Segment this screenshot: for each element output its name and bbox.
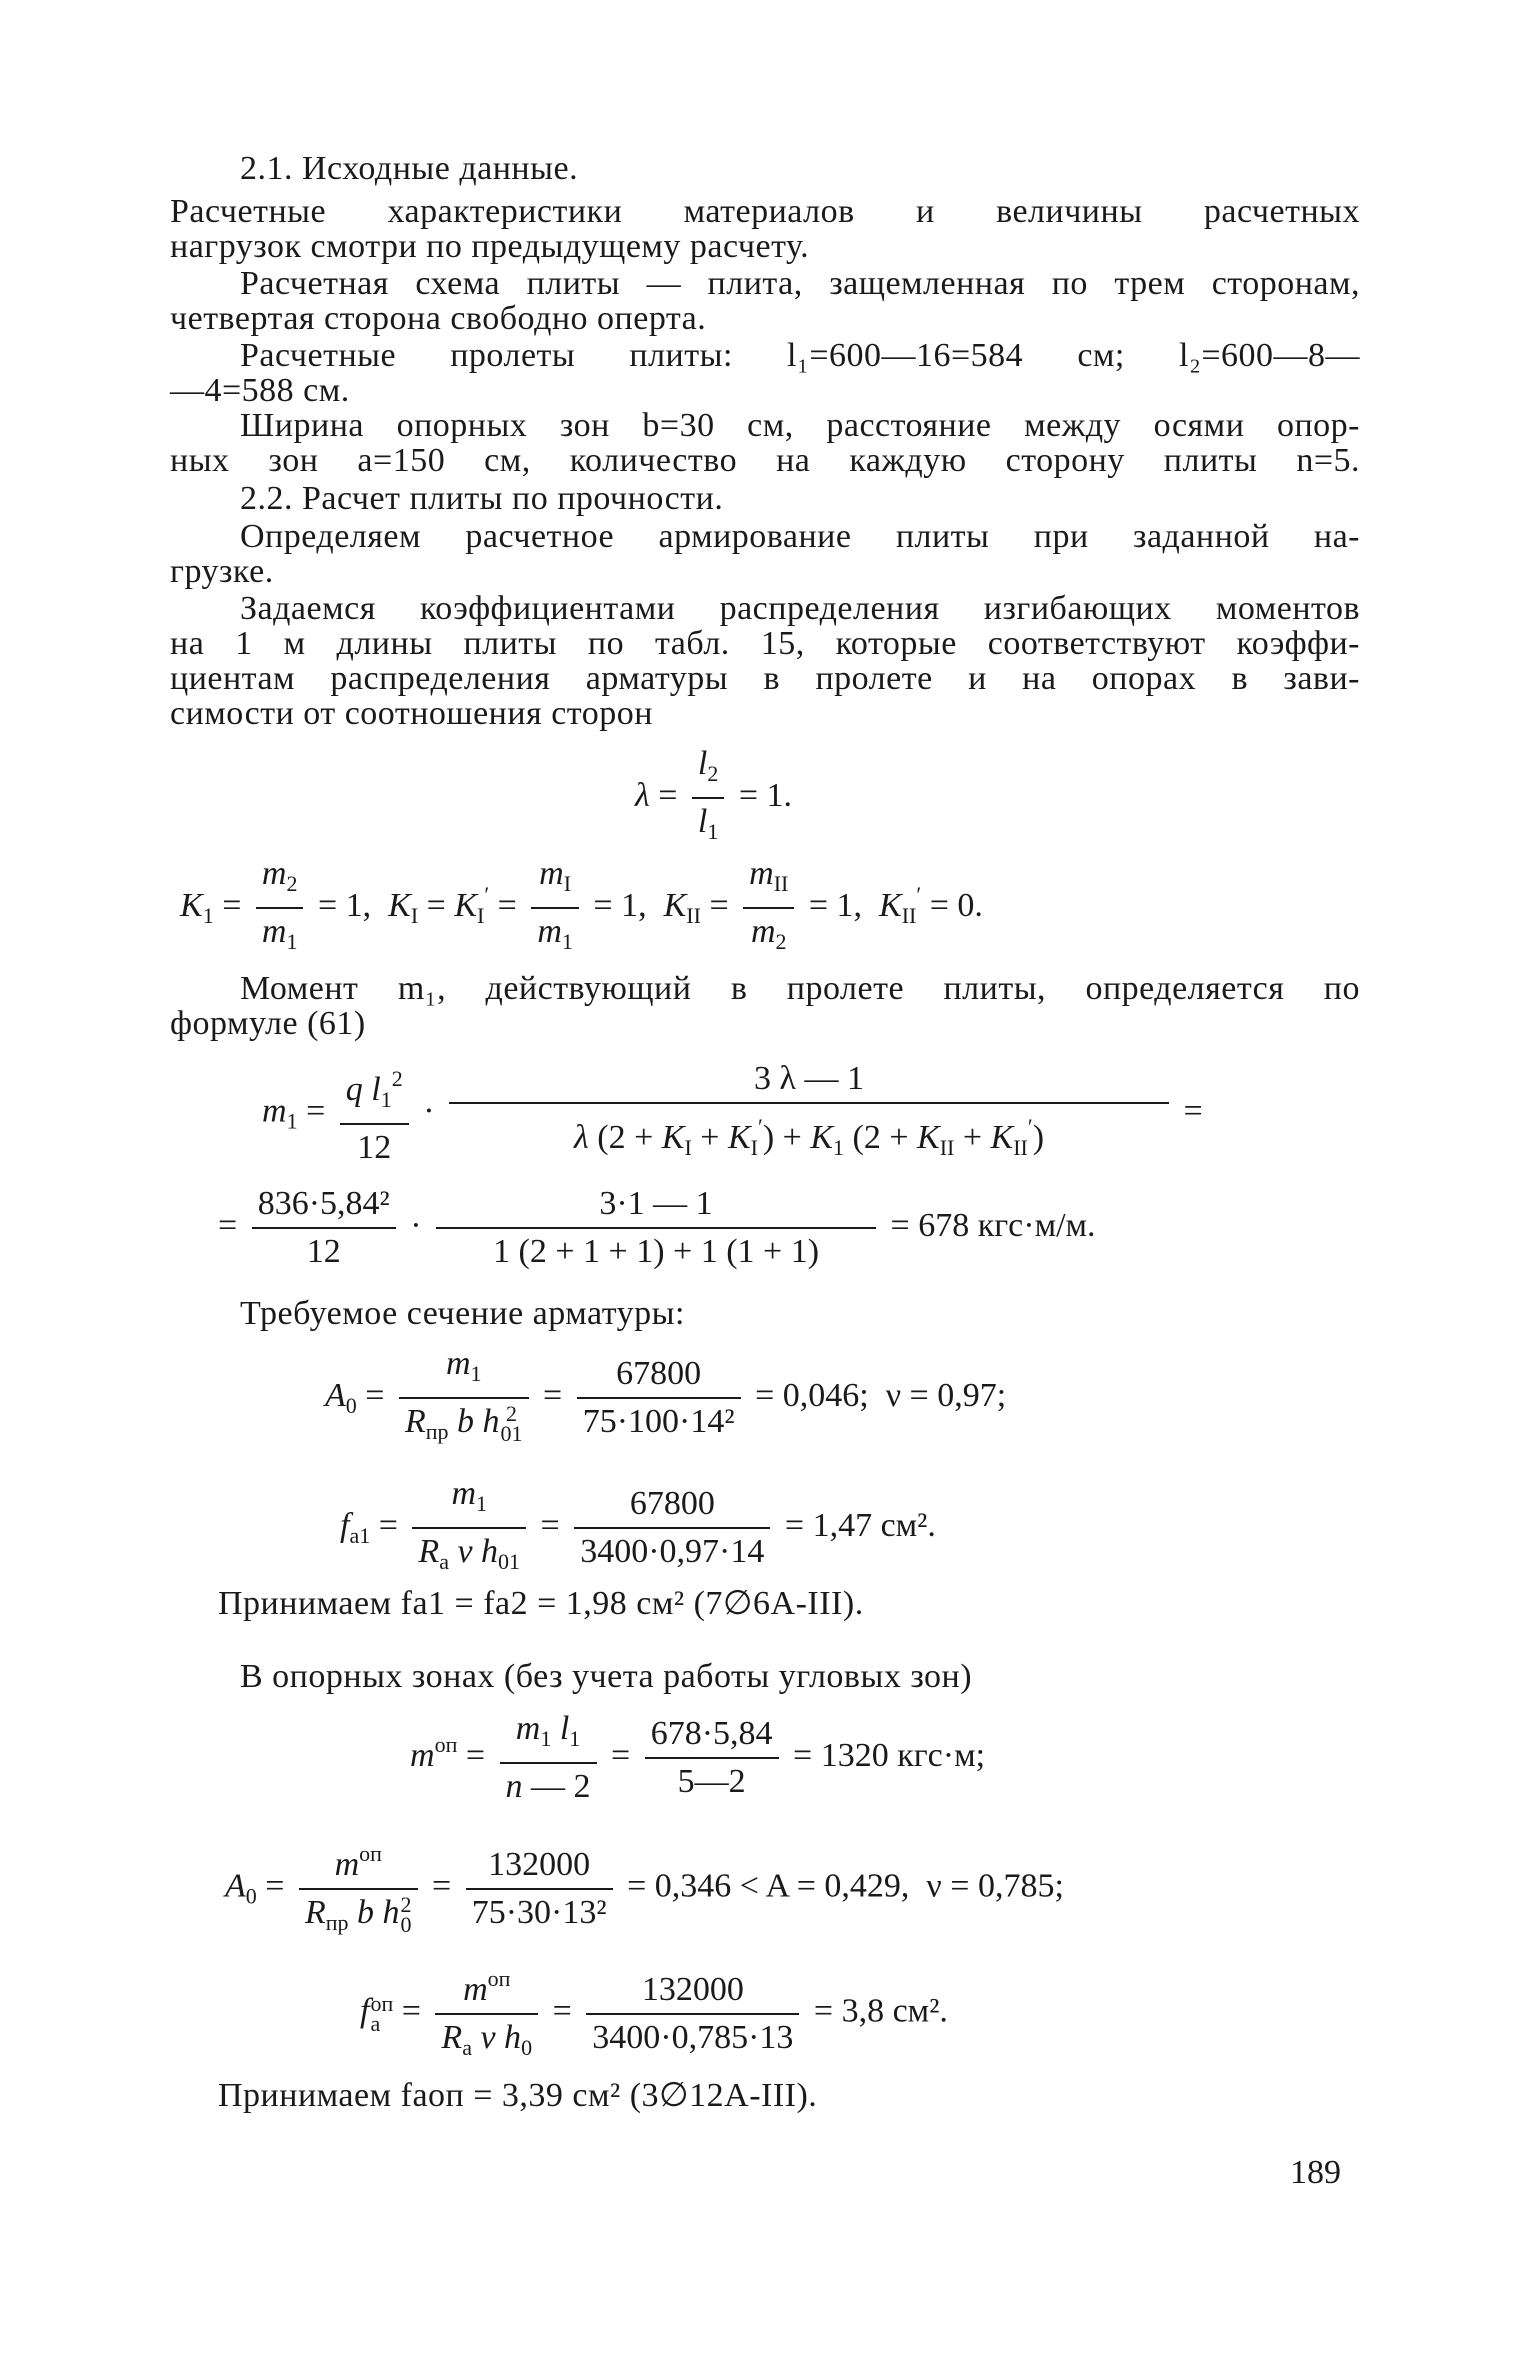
section-heading-2-1: 2.1. Исходные данные.	[240, 150, 579, 187]
paragraph-line: грузке.	[170, 553, 274, 590]
paragraph-line: Задаемся коэффициентами распределения изгибающих моментов	[240, 590, 1360, 627]
formula-a0-span: $A_0$ = $m_1$ $R_{пр}$ b h 2 01 = $\frac{67800}{\text{75·100·14²}}$ = 0,046; ν = 0,97;	[325, 1345, 1006, 1451]
paragraph-line: ных зон a=150 см, количество на каждую сторону плиты n=5.	[170, 442, 1360, 479]
paragraph-line: В опорных зонах (без учета работы угловых зон)	[240, 1658, 973, 1695]
formula-m1-numeric: = $\frac{\text{836·5,84²}}{12}$ · $\frac{3\cdot 1 — 1}{1 (2 + 1 + 1) + 1 (1 + 1)}$ = 678 кгс·м/м.	[218, 1185, 1096, 1270]
paragraph-line: нагрузок смотри по предыдущему расчету.	[170, 228, 810, 265]
formula-m-op: $m^{оп}$ = $\frac{m_1 l_1}{n — 2}$ = $\frac{678\cdot 5,84}{5—2}$ = 1320 кгс·м;	[410, 1710, 986, 1805]
formula-fa-op: f оп a = $\frac{m^{оп}}{R_a \nu h_0}$ = $\frac{132000}{3400\cdot 0,785\cdot 13}$ = 3,8 см².	[360, 1960, 948, 2067]
formula-m1-general: $m_1$ = $\frac{q l_1^2}{12}$ · $\frac{3 \lambda — 1}{\lambda (2 + K_I + K_I') + K_1 (2 + K_{II} + K_{II}')}$ =	[262, 1060, 1203, 1166]
paragraph-line: циентам распределения арматуры в пролете и на опорах в зави-	[170, 660, 1360, 697]
paragraph-line: симости от соотношения сторон	[170, 695, 653, 732]
formula-fa1: $f_{a1}$ = $\frac{m_1}{R_a \nu h_{01}}$ = $\frac{67800}{3400\cdot 0,97\cdot 14}$ = 1,47 см².	[340, 1475, 936, 1581]
section-heading-2-2: 2.2. Расчет плиты по прочности.	[240, 480, 724, 517]
paragraph-line: формуле (61)	[170, 1005, 366, 1042]
paragraph-line: Принимаем fаоп = 3,39 см² (3∅12A-III).	[218, 2077, 818, 2114]
paragraph-line: Определяем расчетное армирование плиты при заданной на-	[240, 518, 1360, 555]
formula-a0-support: $A_0$ = $m^{оп}$ $R_{пр}$ b h 2 0 = $\frac{132000}{\text{75·30·13²}}$ = 0,346 < A = 0,429, ν = 0,785;	[225, 1835, 1064, 1942]
paragraph-line: —4=588 см.	[170, 372, 350, 409]
paragraph-line: Требуемое сечение арматуры:	[240, 1295, 685, 1332]
paragraph-line: Расчетная схема плиты — плита, защемленная по трем сторонам,	[240, 265, 1360, 302]
paragraph-line: Принимаем fa1 = fa2 = 1,98 см² (7∅6A-III).	[218, 1585, 864, 1622]
paragraph-line: Момент m₁, действующий в пролете плиты, определяется по	[240, 970, 1360, 1007]
formula-lambda: λ = $\frac{l_2}{l_1}$ = 1.	[635, 745, 792, 851]
paragraph-line: четвертая сторона свободно оперта.	[170, 300, 707, 337]
page-number: 189	[1290, 2154, 1341, 2191]
paragraph-line: Ширина опорных зон b=30 см, расстояние между осями опор-	[240, 407, 1360, 444]
paragraph-line: Расчетные пролеты плиты: l₁=600—16=584 см; l₂=600—8—	[240, 337, 1360, 374]
formula-k-coefficients: $K_1$ = $\frac{m_2}{m_1}$ = 1, $K_I = K_I'$ = $\frac{m_I}{m_1}$ = 1, $K_{II}$ = $\frac{m_{II}}{m_2}$ = 1, $K_{II}' = 0$.	[180, 855, 983, 961]
paragraph-line: на 1 м длины плиты по табл. 15, которые соответствуют коэффи-	[170, 625, 1360, 662]
paragraph-line: Расчетные характеристики материалов и величины расчетных	[170, 193, 1360, 230]
